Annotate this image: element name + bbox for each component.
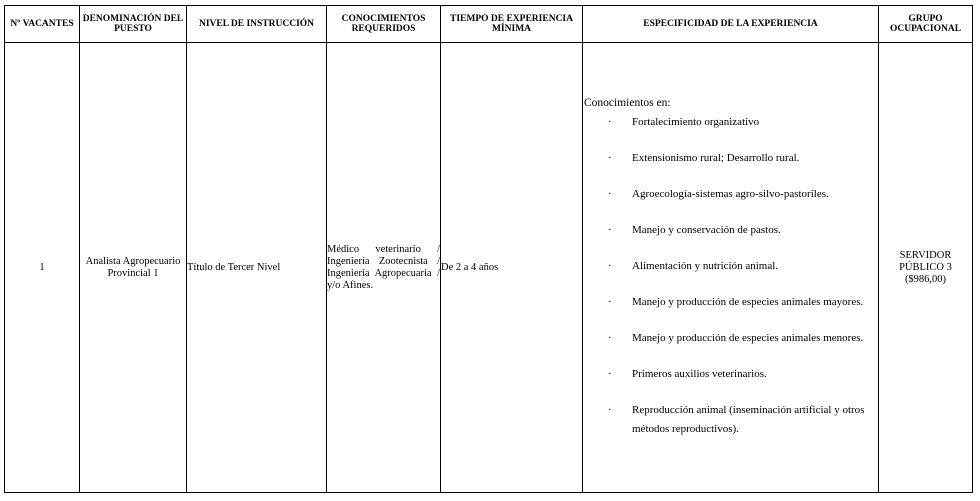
list-item-text: Reproducción animal (inseminación artificial y otros métodos reproductivos).	[632, 403, 865, 435]
list-item	[583, 293, 878, 312]
cell-tiempo-experiencia: De 2 a 4 años	[441, 43, 583, 493]
cell-conocimientos: Médico veterinario / Ingeniería Zootecnista / Ingeniería Agropecuaria / y/o Afines.	[327, 43, 441, 493]
list-item-text: Extensionismo rural; Desarrollo rural.	[632, 151, 800, 164]
list-item	[583, 257, 878, 276]
list-item-text: Manejo y producción de especies animales mayores.	[632, 295, 864, 308]
table-row	[5, 43, 973, 493]
list-item-text: Manejo y conservación de pastos.	[632, 223, 781, 236]
cell-vacantes: 1	[5, 43, 80, 493]
bullet-icon: ·	[608, 223, 612, 236]
list-item-text: Alimentación y nutrición animal.	[632, 259, 779, 272]
bullet-icon: ·	[608, 151, 612, 164]
bullet-icon: ·	[608, 331, 612, 344]
vacancies-table	[4, 5, 973, 493]
header-especificidad: ESPECIFICIDAD DE LA EXPERIENCIA	[583, 6, 879, 43]
bullet-icon: ·	[608, 403, 612, 416]
list-item	[583, 149, 878, 168]
header-grupo-ocupacional: GRUPO OCUPACIONAL	[879, 6, 973, 43]
list-item-text: Agroecología-sistemas agro-silvo-pastoriles.	[632, 187, 829, 200]
header-row	[5, 6, 973, 43]
header-denominacion: DENOMINACIÓN DEL PUESTO	[80, 6, 187, 43]
cell-especificidad	[583, 43, 879, 493]
bullet-icon: ·	[608, 367, 612, 380]
bullet-icon: ·	[608, 115, 612, 128]
list-item-text: Manejo y producción de especies animales menores.	[632, 331, 864, 344]
list-item	[583, 185, 878, 204]
header-conocimientos: CONOCIMIENTOS REQUERIDOS	[327, 6, 441, 43]
bullet-icon: ·	[608, 259, 612, 272]
list-item	[583, 113, 878, 132]
cell-denominacion: Analista Agropecuario Provincial 1	[80, 43, 187, 493]
especificidad-title: Conocimientos en:	[584, 96, 671, 109]
list-item	[583, 365, 878, 384]
cell-nivel-instruccion: Título de Tercer Nivel	[187, 43, 327, 493]
bullet-icon: ·	[608, 295, 612, 308]
list-item	[583, 221, 878, 240]
header-nivel-instruccion: NIVEL DE INSTRUCCIÓN	[187, 6, 327, 43]
list-item-text: Primeros auxilios veterinarios.	[632, 367, 767, 380]
header-tiempo-experiencia: TIEMPO DE EXPERIENCIA MÍNIMA	[441, 6, 583, 43]
bullet-icon: ·	[608, 187, 612, 200]
especificidad-list	[583, 113, 878, 439]
list-item	[583, 329, 878, 348]
list-item-text: Fortalecimiento organizativo	[632, 115, 760, 128]
cell-grupo-ocupacional: SERVIDOR PÚBLICO 3 ($986,00)	[879, 43, 973, 493]
list-item	[583, 401, 878, 439]
header-vacantes: Nº VACANTES	[5, 6, 80, 43]
